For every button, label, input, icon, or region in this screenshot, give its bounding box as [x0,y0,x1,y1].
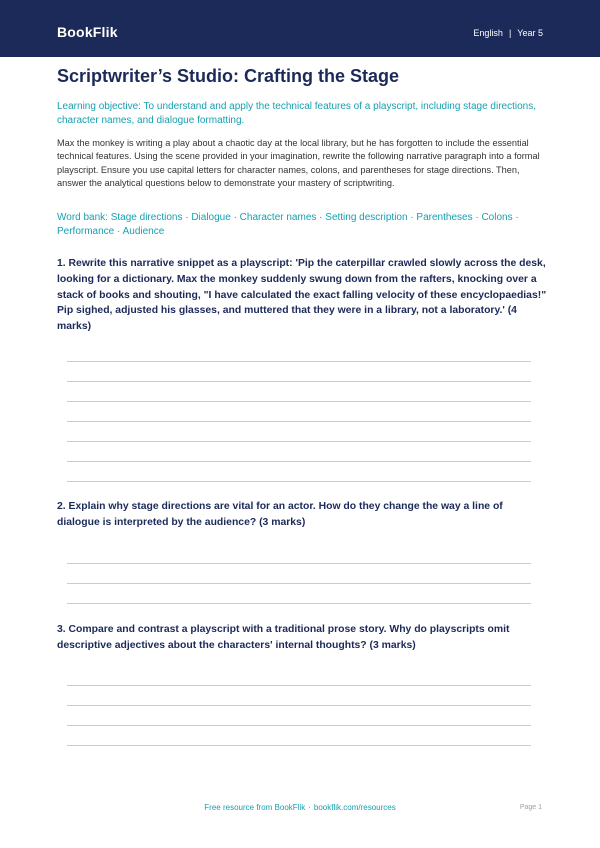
page-title: Scriptwriter’s Studio: Crafting the Stage [57,66,400,86]
footer-url-link[interactable]: bookflik.com/resources [313,803,396,812]
brand-logo[interactable]: BookFlik [57,24,118,40]
intro-paragraph: Max the monkey is writing a play about a chaotic day at the local library, but he has forgotten to include the essential technical features. Using the scene provided in your imagination, rewrite the following narrative paragraph into a formal playscript. Ensure you use capital letters for character names, colons, and parentheses for stage directions. Then, answer the analytical questions below to demonstrate your mastery of scriptwriting. [57,138,540,189]
year-label: Year 5 [517,28,543,38]
question-2: 2. Explain why stage directions are vital for an actor. How do they change the way a line of dialogue is interpreted by the audience? (3 marks) [57,501,503,528]
question-1: 1. Rewrite this narrative snippet as a playscript: 'Pip the caterpillar crawled slowly across the desk, looking for a dictionary. Max the monkey suddenly swung down from the rafters, knocking over a stack of books and shouting, "I have calculated the exact falling velocity of these encyclopaedias!" Pip sighed, adjusted his glasses, and muttered that they were in a library, not a laboratory.' (4 marks) [57,258,547,333]
answer-line-q1-5[interactable] [67,441,531,442]
question-3: 3. Compare and contrast a playscript with a traditional prose story. Why do playscripts omit descriptive adjectives about the characters' internal thoughts? (3 marks) [57,624,510,651]
answer-line-q1-4[interactable] [67,421,531,422]
word-bank: Word bank: Stage directions · Dialogue · Character names · Setting description · Parentheses · Colons · Performance · Audience [57,212,519,237]
header-bar [0,0,600,57]
answer-line-q2-3[interactable] [67,603,531,604]
answer-line-q2-1[interactable] [67,563,531,564]
footer-dot: · [308,803,311,812]
answer-line-q3-1[interactable] [67,685,531,686]
answer-line-q1-7[interactable] [67,481,531,482]
footer-free-resource: Free resource from BookFlik [204,803,306,812]
subject-year-label [473,28,543,38]
page-number: Page 1 [519,804,542,811]
footer-credit [0,803,600,812]
meta-separator: | [508,28,512,38]
answer-line-q1-3[interactable] [67,401,531,402]
answer-line-q3-2[interactable] [67,705,531,706]
answer-line-q2-2[interactable] [67,583,531,584]
answer-line-q1-1[interactable] [67,361,531,362]
answer-line-q1-6[interactable] [67,461,531,462]
learning-objective: Learning objective: To understand and apply the technical features of a playscript, including stage directions, character names, and dialogue formatting. [57,101,537,126]
subject-label: English [473,28,503,38]
answer-line-q1-2[interactable] [67,381,531,382]
answer-line-q3-4[interactable] [67,745,531,746]
answer-line-q3-3[interactable] [67,725,531,726]
